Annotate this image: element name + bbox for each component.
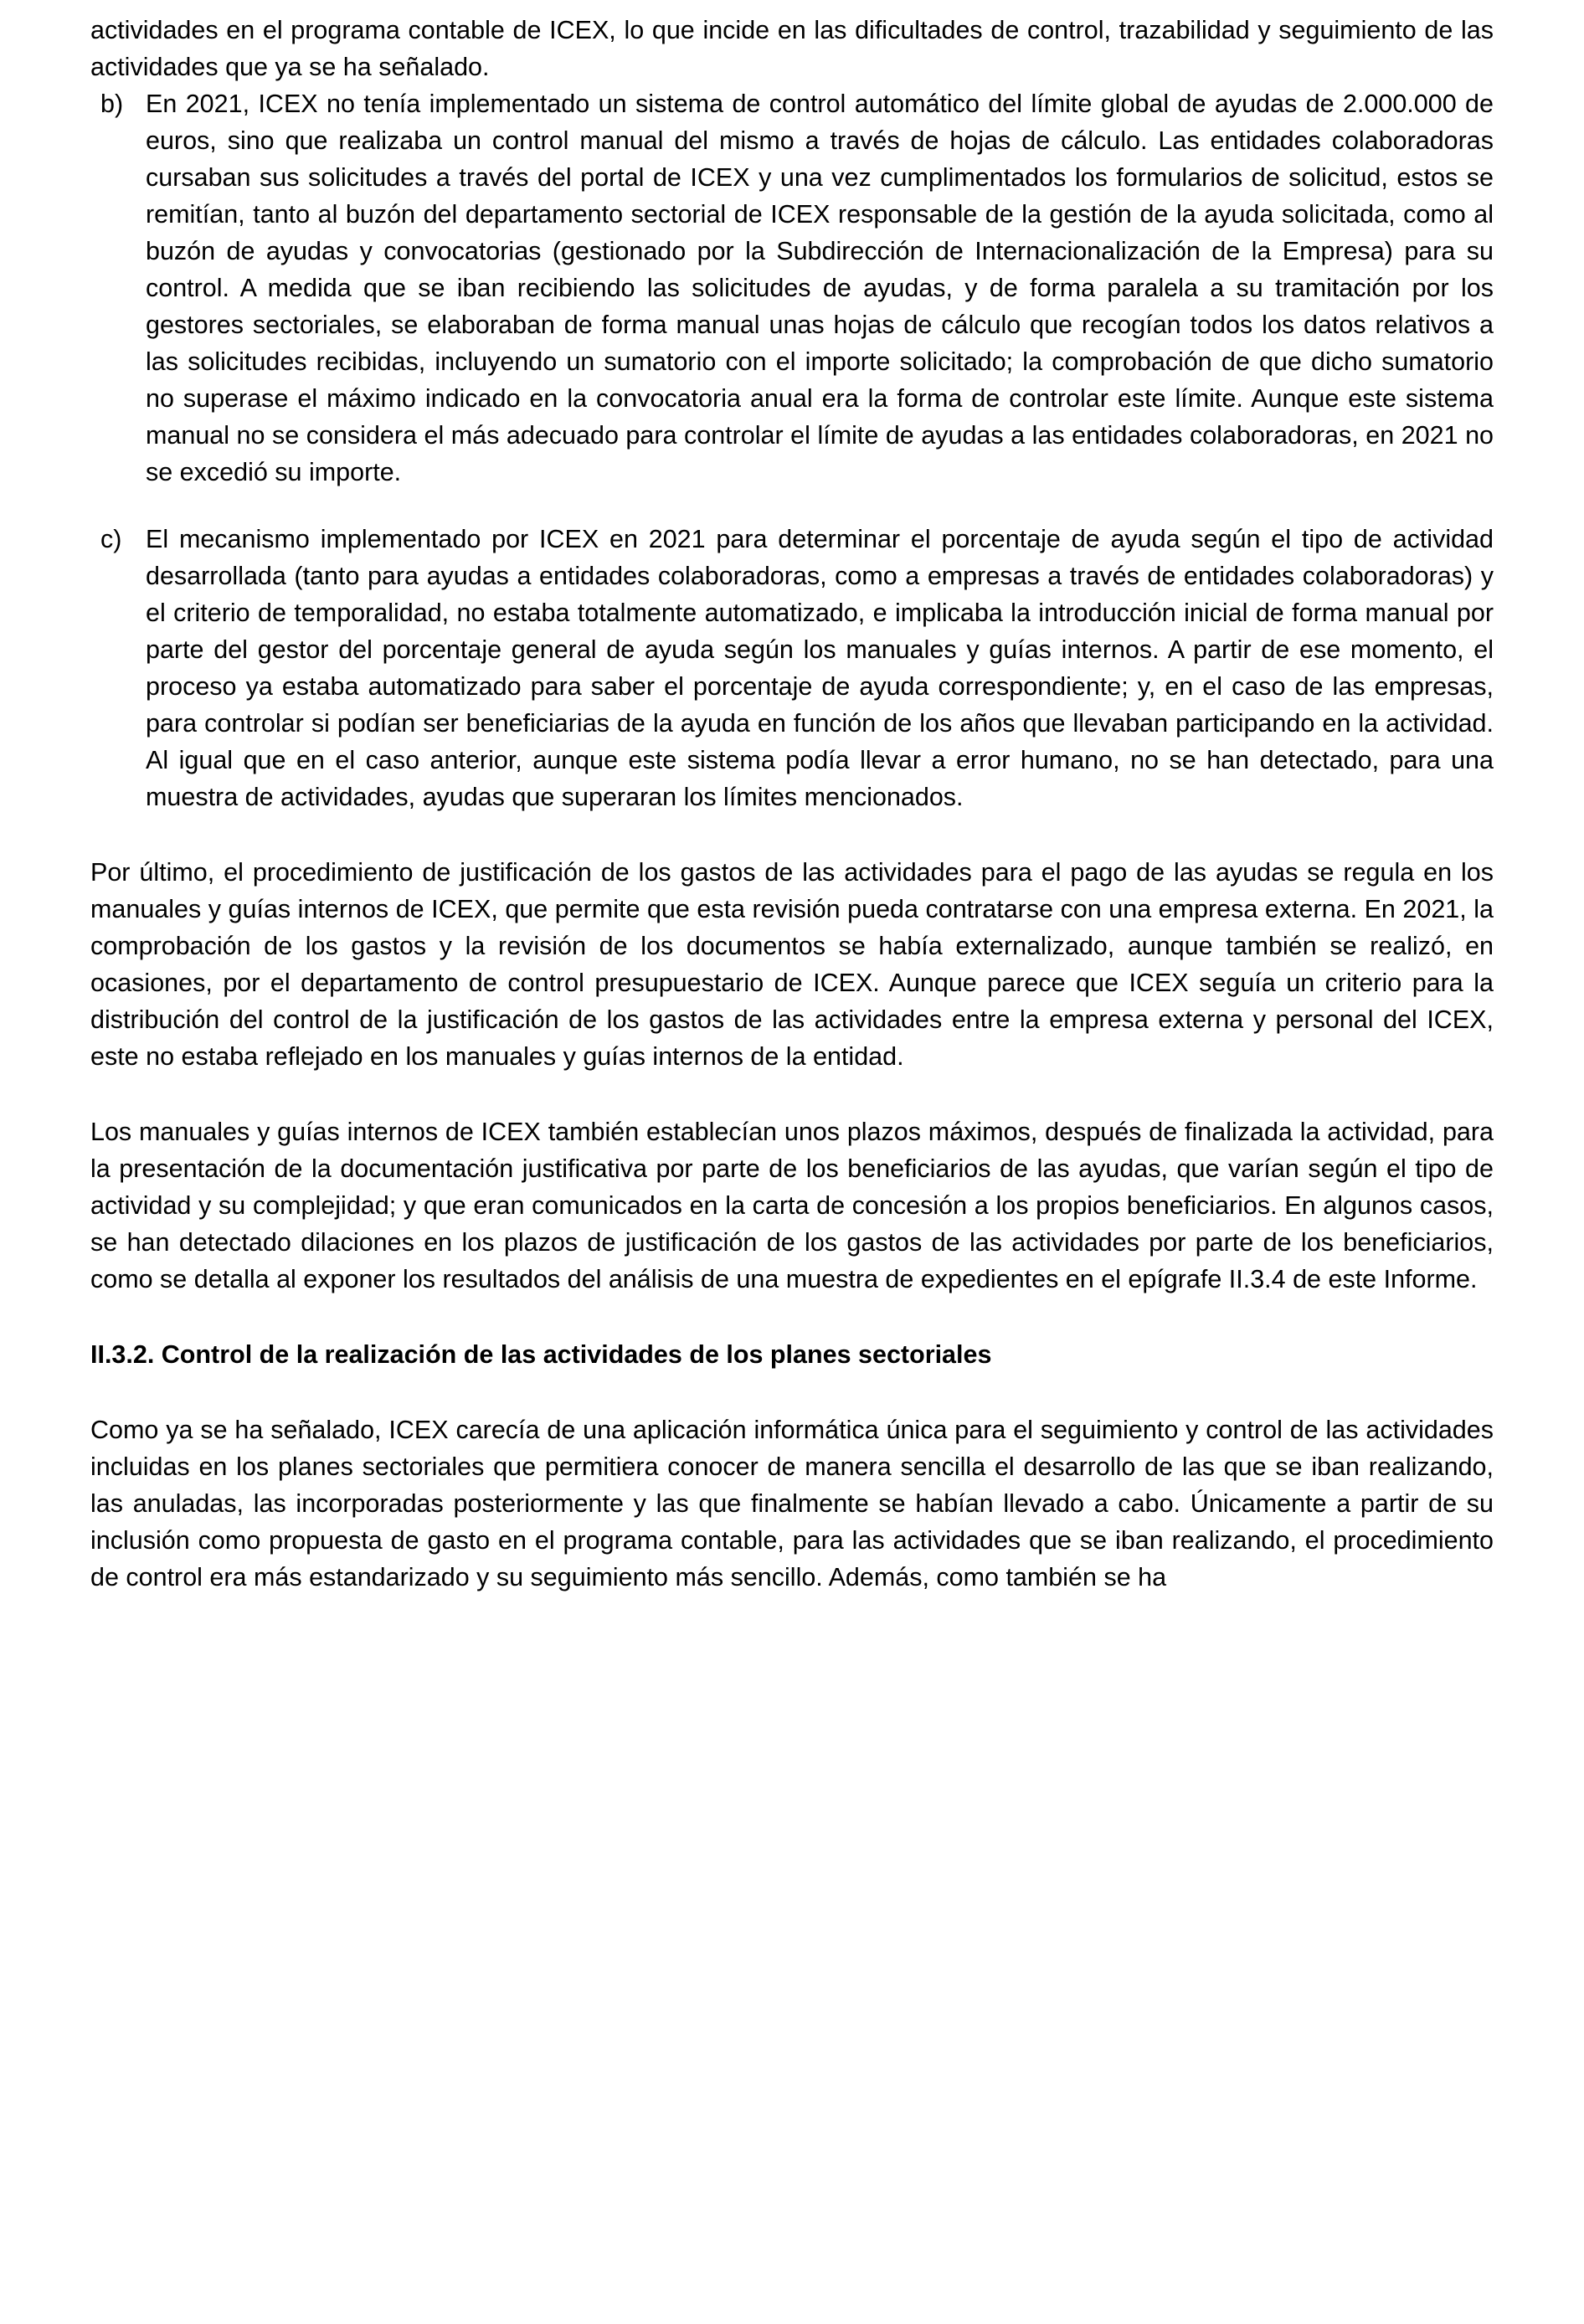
paragraph: Los manuales y guías internos de ICEX también establecían unos plazos máximos, después de finalizada la actividad, para la presentación de la documentación justificativa por parte de los beneficiarios de las ayudas, que varían según el tipo de actividad y su complejidad; y que eran comunicados en la carta de concesión a los propios beneficiarios. En algunos casos, se han detectado dilaciones en los plazos de justificación de los gastos de las actividades por parte de los beneficiarios, como se detalla al exponer los resultados del análisis de una muestra de expedientes en el epígrafe II.3.4 de este Informe. (90, 1118, 1494, 1293)
paragraph: Como ya se ha señalado, ICEX carecía de una aplicación informática única para el seguimiento y control de las actividades incluidas en los planes sectoriales que permitiera conocer de manera sencilla el desarrollo de las que se iban realizando, las anuladas, las incorporadas posteriormente y las que finalmente se habían llevado a cabo. Únicamente a partir de su inclusión como propuesta de gasto en el programa contable, para las actividades que se iban realizando, el procedimiento de control era más estandarizado y su seguimiento más sencillo. Además, como también se ha (90, 1416, 1494, 1591)
list-item-text: El mecanismo implementado por ICEX en 2021 para determinar el porcentaje de ayuda según el tipo de actividad desarrollada (tanto para ayudas a entidades colaboradoras, como a empresas a través de entidades colaboradoras) y el criterio de temporalidad, no estaba totalmente automatizado, e implicaba la introducción inicial de forma manual por parte del gestor del porcentaje general de ayuda según los manuales y guías internos. A partir de ese momento, el proceso ya estaba automatizado para saber el porcentaje de ayuda correspondiente; y, en el caso de las empresas, para controlar si podían ser beneficiarias de la ayuda en función de los años que llevaban participando en la actividad. Al igual que en el caso anterior, aunque este sistema podía llevar a error humano, no se han detectado, para una muestra de actividades, ayudas que superaran los límites mencionados. (146, 525, 1494, 811)
list-item-marker: c) (100, 525, 122, 553)
spacer (90, 815, 1494, 854)
spacer (90, 1075, 1494, 1113)
paragraph: Por último, el procedimiento de justificación de los gastos de las actividades para el pago de las ayudas se regula en los manuales y guías internos de ICEX, que permite que esta revisión pueda contratarse con una empresa externa. En 2021, la comprobación de los gastos y la revisión de los documentos se había externalizado, aunque también se realizó, en ocasiones, por el departamento de control presupuestario de ICEX. Aunque parece que ICEX seguía un criterio para la distribución del control de la justificación de los gastos de las actividades entre la empresa externa y personal del ICEX, este no estaba reflejado en los manuales y guías internos de la entidad. (90, 858, 1494, 1071)
section-heading: II.3.2. Control de la realización de las actividades de los planes sectoriales (90, 1340, 992, 1369)
spacer (90, 1298, 1494, 1336)
spacer (90, 491, 1494, 521)
continued-paragraph: actividades en el programa contable de ICEX, lo que incide en las dificultades de control, trazabilidad y seguimiento de las actividades que ya se ha señalado. (90, 16, 1494, 81)
list-item-marker: b) (100, 90, 124, 118)
body-block (90, 854, 1494, 1298)
list-item-text: En 2021, ICEX no tenía implementado un sistema de control automático del límite global de ayudas de 2.000.000 de euros, sino que realizaba un control manual del mismo a través de hojas de cálculo. Las entidades colaboradoras cursaban sus solicitudes a través del portal de ICEX y una vez cumplimentados los formularios de solicitud, estos se remitían, tanto al buzón del departamento sectorial de ICEX responsable de la gestión de la ayuda solicitada, como al buzón de ayudas y convocatorias (gestionado por la Subdirección de Internacionalización de la Empresa) para su control. A medida que se iban recibiendo las solicitudes de ayudas, y de forma paralela a su tramitación por los gestores sectoriales, se elaboraban de forma manual unas hojas de cálculo que recogían todos los datos relativos a las solicitudes recibidas, incluyendo un sumatorio con el importe solicitado; la comprobación de que dicho sumatorio no superase el máximo indicado en la convocatoria anual era la forma de controlar este límite. Aunque este sistema manual no se considera el más adecuado para controlar el límite de ayudas a las entidades colaboradoras, en 2021 no se excedió su importe. (146, 90, 1494, 486)
list-item (90, 521, 1494, 815)
list-item (90, 85, 1494, 491)
spacer (90, 1373, 1494, 1411)
